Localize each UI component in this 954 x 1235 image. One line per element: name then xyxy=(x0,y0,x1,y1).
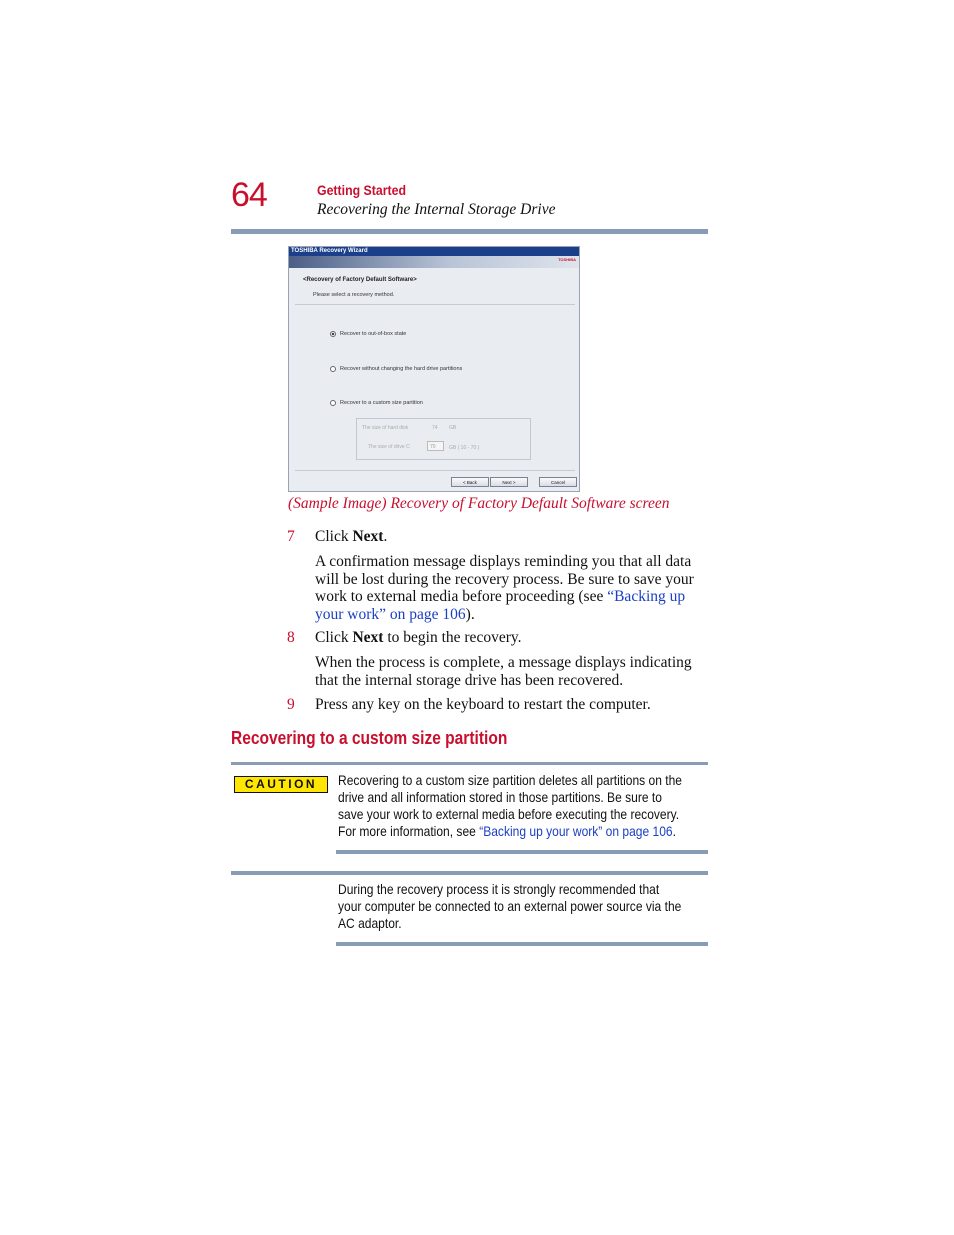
figure-caption: (Sample Image) Recovery of Factory Default Software screen xyxy=(288,495,670,512)
radio-icon[interactable] xyxy=(330,366,336,372)
step-emphasis: Next xyxy=(352,629,384,646)
wizard-option-label: Recover to a custom size partition xyxy=(340,400,423,406)
note-text: During the recovery process it is strongly recommended that your computer be connected to an external power source via the AC adaptor. xyxy=(338,881,682,931)
wizard-footer-divider xyxy=(295,470,575,471)
step-8-detail: When the process is complete, a message displays indicating that the internal storage drive has been recovered. xyxy=(315,654,692,689)
wizard-option-out-of-box[interactable] xyxy=(330,331,406,337)
step-emphasis: Next xyxy=(352,528,384,545)
wizard-option-custom-partition[interactable] xyxy=(330,400,423,406)
step-detail-text: ). xyxy=(465,605,475,623)
chapter-title: Getting Started xyxy=(317,182,406,198)
drive-c-size-unit: GB ( 10 - 70 ) xyxy=(449,445,480,451)
caution-bottom-rule xyxy=(336,850,708,854)
caution-top-rule xyxy=(231,762,708,765)
recovery-wizard-screenshot xyxy=(288,246,580,492)
note-top-rule xyxy=(231,871,708,875)
wizard-divider xyxy=(295,304,575,305)
wizard-option-label: Recover without changing the hard drive partitions xyxy=(340,366,463,372)
wizard-brand-logo: TOSHIBA xyxy=(558,257,576,262)
step-9-text: Press any key on the keyboard to restart the computer. xyxy=(315,696,651,713)
note-bottom-rule xyxy=(336,942,708,946)
drive-c-size-label: The size of drive C xyxy=(368,444,410,450)
caution-body: Recovering to a custom size partition deletes all partitions on the drive and all information stored in those partitions. Be sure to save your work to external media before executing the recovery. For more information, see xyxy=(338,772,682,839)
drive-c-size-stepper[interactable]: 70 xyxy=(427,441,444,451)
wizard-option-keep-partitions[interactable] xyxy=(330,366,462,372)
step-number: 8 xyxy=(287,629,295,646)
backing-up-link[interactable]: “Backing up your work” on page 106 xyxy=(315,588,686,623)
section-title: Recovering the Internal Storage Drive xyxy=(317,201,556,218)
page-number: 64 xyxy=(231,176,267,214)
radio-selected-icon[interactable] xyxy=(330,331,336,337)
step-7-detail xyxy=(315,553,708,623)
step-text: Click xyxy=(315,629,353,646)
hard-disk-size-unit: GB xyxy=(449,425,457,431)
cancel-button[interactable]: Cancel xyxy=(539,477,577,487)
caution-text xyxy=(338,772,682,840)
backing-up-link[interactable]: “Backing up your work” on page 106 xyxy=(479,823,673,839)
radio-icon[interactable] xyxy=(330,400,336,406)
hard-disk-size-value: 74 xyxy=(432,425,438,431)
subsection-heading: Recovering to a custom size partition xyxy=(231,727,508,748)
caution-body: . xyxy=(672,823,676,839)
next-button[interactable]: Next > xyxy=(490,477,528,487)
header-rule xyxy=(231,229,708,234)
wizard-heading: <Recovery of Factory Default Software> xyxy=(303,277,417,283)
step-text: Click xyxy=(315,528,353,545)
wizard-subheading: Please select a recovery method. xyxy=(313,292,395,298)
step-number: 7 xyxy=(287,528,295,545)
hard-disk-size-label: The size of hard disk xyxy=(362,425,409,431)
back-button[interactable]: < Back xyxy=(451,477,489,487)
step-7-text xyxy=(315,528,708,546)
wizard-option-label: Recover to out-of-box state xyxy=(340,331,407,337)
step-8-text xyxy=(315,629,708,647)
wizard-banner xyxy=(289,256,579,268)
step-number: 9 xyxy=(287,696,295,713)
caution-badge: CAUTION xyxy=(234,776,328,793)
step-detail-text: A confirmation message displays reminding you that all data will be lost during the recovery process. Be sure to save your work to external media before proceeding (see xyxy=(315,553,694,605)
wizard-title-bar: TOSHIBA Recovery Wizard xyxy=(289,247,579,256)
step-text: . xyxy=(383,528,388,545)
step-text: to begin the recovery. xyxy=(383,629,522,646)
